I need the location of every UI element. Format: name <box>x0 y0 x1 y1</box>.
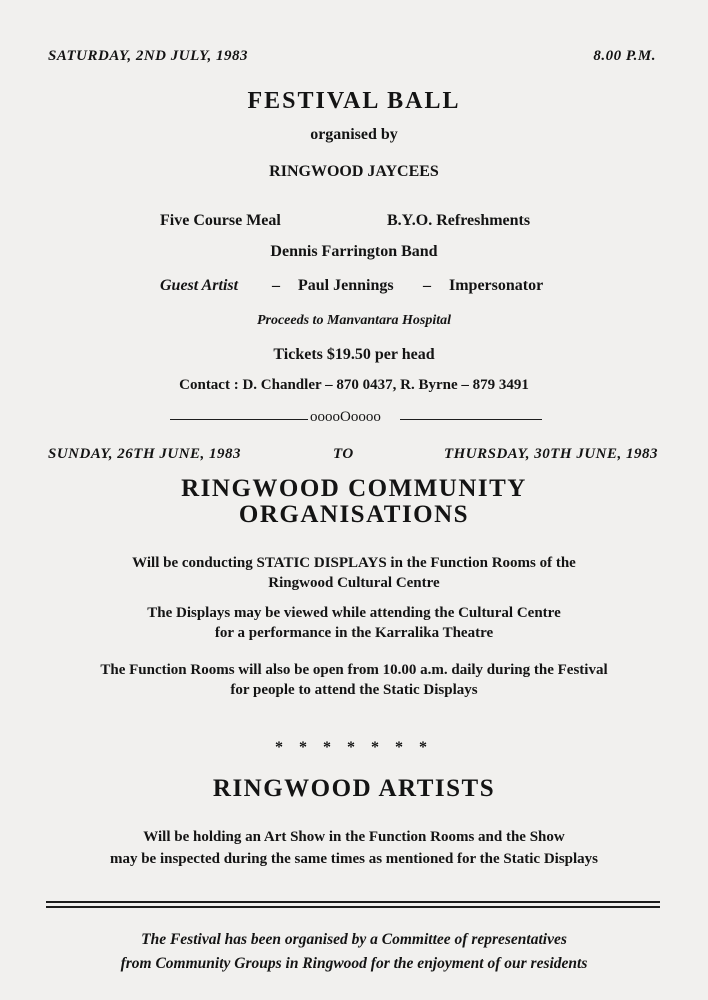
event1-date: SATURDAY, 2ND JULY, 1983 <box>48 48 248 64</box>
stars-divider: * * * * * * * <box>275 739 433 756</box>
event1-dash-1: – <box>272 277 280 294</box>
event1-guest-role: Impersonator <box>449 277 544 294</box>
event1-refreshments: B.Y.O. Refreshments <box>387 212 531 229</box>
event1-dash-2: – <box>423 277 431 294</box>
event3-title: RINGWOOD ARTISTS <box>212 775 496 802</box>
event1-band: Dennis Farrington Band <box>270 243 438 260</box>
event1-time: 8.00 P.M. <box>593 48 656 64</box>
separator-line-left <box>170 419 308 420</box>
event1-proceeds: Proceeds to Manvantara Hospital <box>256 313 452 328</box>
event2-date-to: THURSDAY, 30TH JUNE, 1983 <box>443 446 658 462</box>
separator-line-right <box>400 419 542 420</box>
separator-ornament: ooooOoooo <box>310 409 381 425</box>
event3-line1: Will be holding an Art Show in the Function Rooms and the Show <box>143 829 565 845</box>
footer-line2: from Community Groups in Ringwood for the enjoyment of our residents <box>120 955 588 972</box>
footer-line1: The Festival has been organised by a Committee of representatives <box>141 931 567 948</box>
event2-para2-line2: for a performance in the Karralika Theatre <box>214 625 494 641</box>
event2-para3-line2: for people to attend the Static Displays <box>230 682 478 698</box>
event1-tickets: Tickets $19.50 per head <box>273 346 435 363</box>
footer-rule-bottom <box>46 906 660 908</box>
event1-guest-label: Guest Artist <box>160 277 239 294</box>
event2-date-to-word: TO <box>333 446 354 462</box>
event3-line2: may be inspected during the same times as mentioned for the Static Displays <box>109 851 599 867</box>
event2-title-line1: RINGWOOD COMMUNITY <box>181 475 527 502</box>
footer-rule-top <box>46 901 660 903</box>
event2-title-line2: ORGANISATIONS <box>238 501 470 528</box>
event2-para2-line1: The Displays may be viewed while attending the Cultural Centre <box>147 605 561 621</box>
event1-contact: Contact : D. Chandler – 870 0437, R. Byrne – 879 3491 <box>179 377 529 393</box>
event2-para1-line2: Ringwood Cultural Centre <box>268 575 440 591</box>
event2-para3-line1: The Function Rooms will also be open from 10.00 a.m. daily during the Festival <box>100 662 608 678</box>
event1-organiser: RINGWOOD JAYCEES <box>269 163 439 180</box>
event2-para1-line1: Will be conducting STATIC DISPLAYS in the Function Rooms of the <box>132 555 576 571</box>
event1-organised-by: organised by <box>310 126 398 143</box>
event1-title: FESTIVAL BALL <box>247 88 461 114</box>
event2-date-from: SUNDAY, 26TH JUNE, 1983 <box>48 446 242 462</box>
event1-meal: Five Course Meal <box>160 212 281 229</box>
event1-guest-name: Paul Jennings <box>298 277 394 294</box>
